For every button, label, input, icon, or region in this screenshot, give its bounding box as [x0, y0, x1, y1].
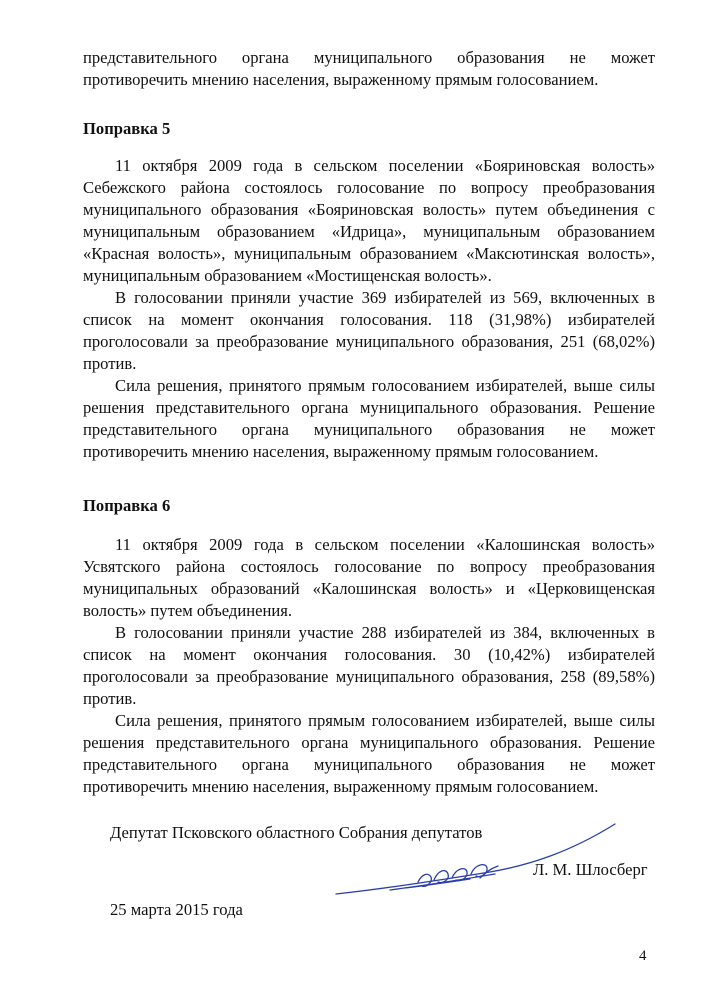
amendment-5-paragraph-2: В голосовании приняли участие 369 избирателей из 569, включенных в список на момент окончания голосования. 118 (31,98%) избирателей проголосовали за преобразование муниципального образования, 251 (68,02%) против. — [83, 288, 655, 373]
amendment-5-body — [83, 155, 655, 463]
signer-name: Л. М. Шлосберг — [533, 860, 648, 879]
amendment-5-paragraph-1: 11 октября 2009 года в сельском поселении «Бояриновская волость» Себежского района состоялось голосование по вопросу преобразования муниципального образования «Бояриновская волость» путем объединения с муниципальным образованием «Идрица», муниципальным образованием «Красная волость», муниципальным образованием «Максютинская волость», муниципальным образованием «Мостищенская волость». — [83, 156, 655, 285]
page-number: 4 — [639, 948, 647, 964]
continuation-block — [83, 47, 655, 91]
amendment-5-heading: Поправка 5 — [83, 119, 171, 138]
signer-title: Депутат Псковского областного Собрания депутатов — [110, 823, 483, 842]
document-date: 25 марта 2015 года — [110, 900, 243, 919]
amendment-6-paragraph-3: Сила решения, принятого прямым голосованием избирателей, выше силы решения представительного органа муниципального образования. Решение представительного органа муниципального образования не может противоречить мнению населения, выраженному прямым голосованием. — [83, 711, 655, 796]
amendment-6-paragraph-2: В голосовании приняли участие 288 избирателей из 384, включенных в список на момент окончания голосования. 30 (10,42%) избирателей проголосовали за преобразование муниципального образования, 258 (89,58%) против. — [83, 623, 655, 708]
continuation-paragraph: представительного органа муниципального образования не может противоречить мнению населения, выраженному прямым голосованием. — [83, 48, 655, 89]
amendment-6-body — [83, 534, 655, 798]
amendment-6-paragraph-1: 11 октября 2009 года в сельском поселении «Калошинская волость» Усвятского района состоялось голосование по вопросу преобразования муниципальных образований «Калошинская волость» и «Церковищенская волость» путем объединения. — [83, 535, 655, 620]
amendment-5-paragraph-3: Сила решения, принятого прямым голосованием избирателей, выше силы решения представительного органа муниципального образования. Решение представительного органа муниципального образования не может противоречить мнению населения, выраженному прямым голосованием. — [83, 376, 655, 461]
amendment-6-heading: Поправка 6 — [83, 496, 171, 515]
